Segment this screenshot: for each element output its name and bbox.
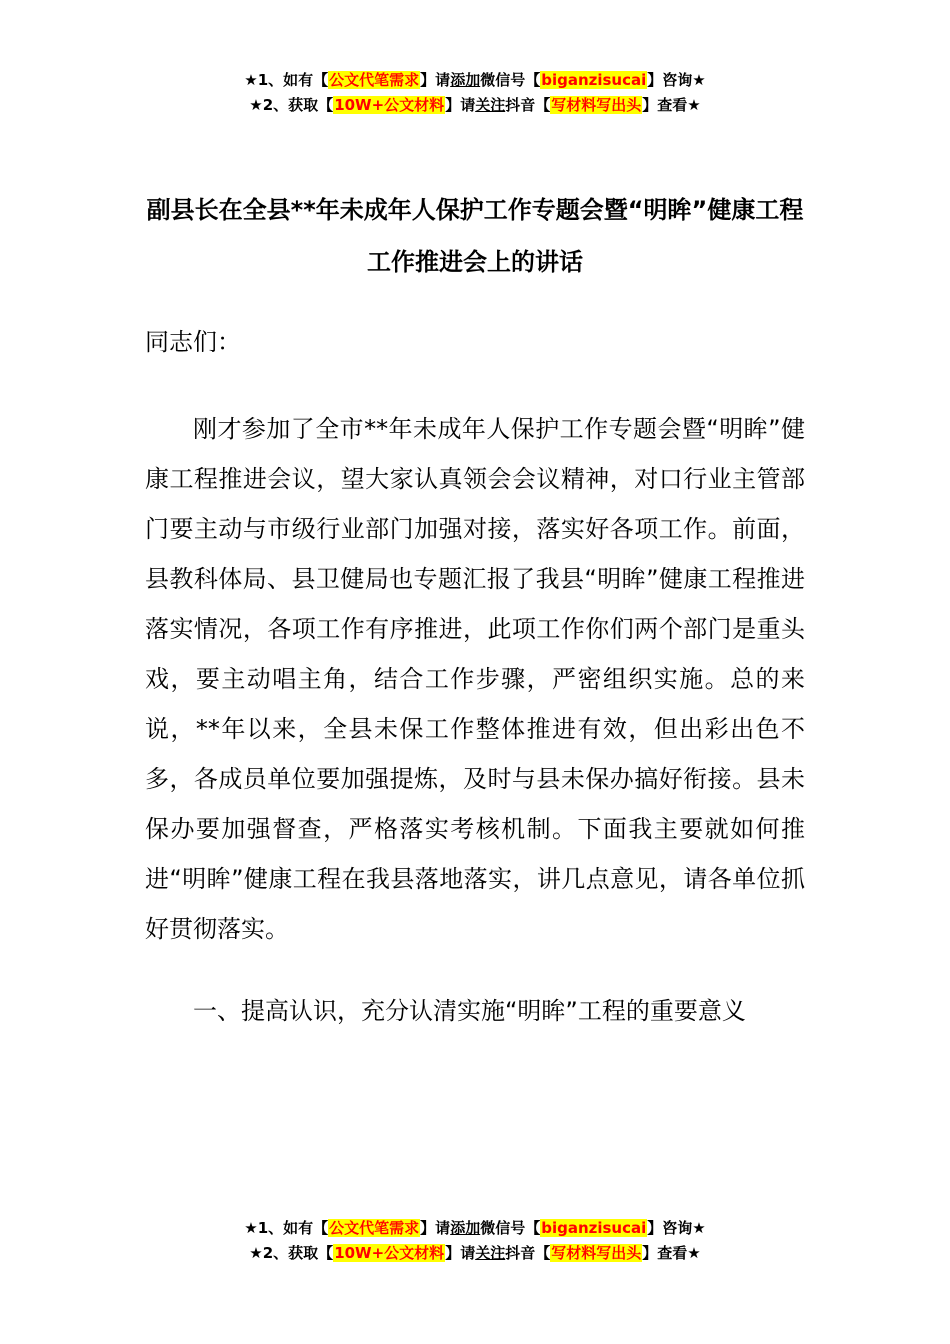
highlight-wechat-id: biganzisucai [541, 1219, 647, 1237]
highlight-service: 公文代笔需求 [329, 1219, 420, 1237]
banner-line-2 [0, 1241, 950, 1266]
banner-text: 微信号【 [480, 1219, 541, 1237]
document-title: 副县长在全县**年未成年人保护工作专题会暨“明眸”健康工程工作推进会上的讲话 [146, 196, 804, 276]
banner-text: ★2、获取【 [249, 96, 334, 114]
banner-text: 】请 [420, 71, 451, 89]
banner-text: 微信号【 [480, 71, 541, 89]
banner-text: ★1、如有【 [244, 71, 329, 89]
highlight-materials: 10W+公文材料 [334, 96, 445, 114]
banner-line-1 [0, 68, 950, 93]
highlight-wechat-id: biganzisucai [541, 71, 647, 89]
banner-text: ★2、获取【 [249, 1244, 334, 1262]
banner-text: 】请 [445, 96, 476, 114]
banner-text: 】查看★ [642, 96, 701, 114]
banner-underlined-text: 关注 [475, 96, 506, 114]
body-paragraph: 刚才参加了全市**年未成年人保护工作专题会暨“明眸”健康工程推进会议，望大家认真领会会议精神，对口行业主管部门要主动与市级行业部门加强对接，落实好各项工作。前面，县教科体局、县卫健局也专题汇报了我县“明眸”健康工程推进落实情况，各项工作有序推进，此项工作你们两个部门是重头戏，要主动唱主角，结合工作步骤，严密组织实施。总的来说，**年以来，全县未保工作整体推进有效，但出彩出色不多，各成员单位要加强提炼，及时与县未保办搞好衔接。县未保办要加强督查，严格落实考核机制。下面我主要就如何推进“明眸”健康工程在我县落地落实，讲几点意见，请各单位抓好贯彻落实。 [145, 415, 805, 943]
banner-text: 】请 [445, 1244, 476, 1262]
banner-underlined-text: 关注 [475, 1244, 506, 1262]
highlight-service: 公文代笔需求 [329, 71, 420, 89]
highlight-douyin-id: 写材料写出头 [551, 96, 642, 114]
section-heading: 一、提高认识，充分认清实施“明眸”工程的重要意义 [193, 997, 746, 1025]
banner-text: 抖音【 [505, 1244, 551, 1262]
banner-underlined-text: 添加 [450, 71, 481, 89]
banner-text: 】咨询★ [647, 71, 706, 89]
banner-line-1 [0, 1216, 950, 1241]
highlight-materials: 10W+公文材料 [334, 1244, 445, 1262]
banner-underlined-text: 添加 [450, 1219, 481, 1237]
header-banner [0, 68, 950, 118]
highlight-douyin-id: 写材料写出头 [551, 1244, 642, 1262]
banner-text: 】请 [420, 1219, 451, 1237]
banner-text: ★1、如有【 [244, 1219, 329, 1237]
salutation: 同志们： [145, 328, 241, 356]
banner-line-2 [0, 93, 950, 118]
footer-banner [0, 1216, 950, 1266]
banner-text: 抖音【 [505, 96, 551, 114]
banner-text: 】查看★ [642, 1244, 701, 1262]
banner-text: 】咨询★ [647, 1219, 706, 1237]
